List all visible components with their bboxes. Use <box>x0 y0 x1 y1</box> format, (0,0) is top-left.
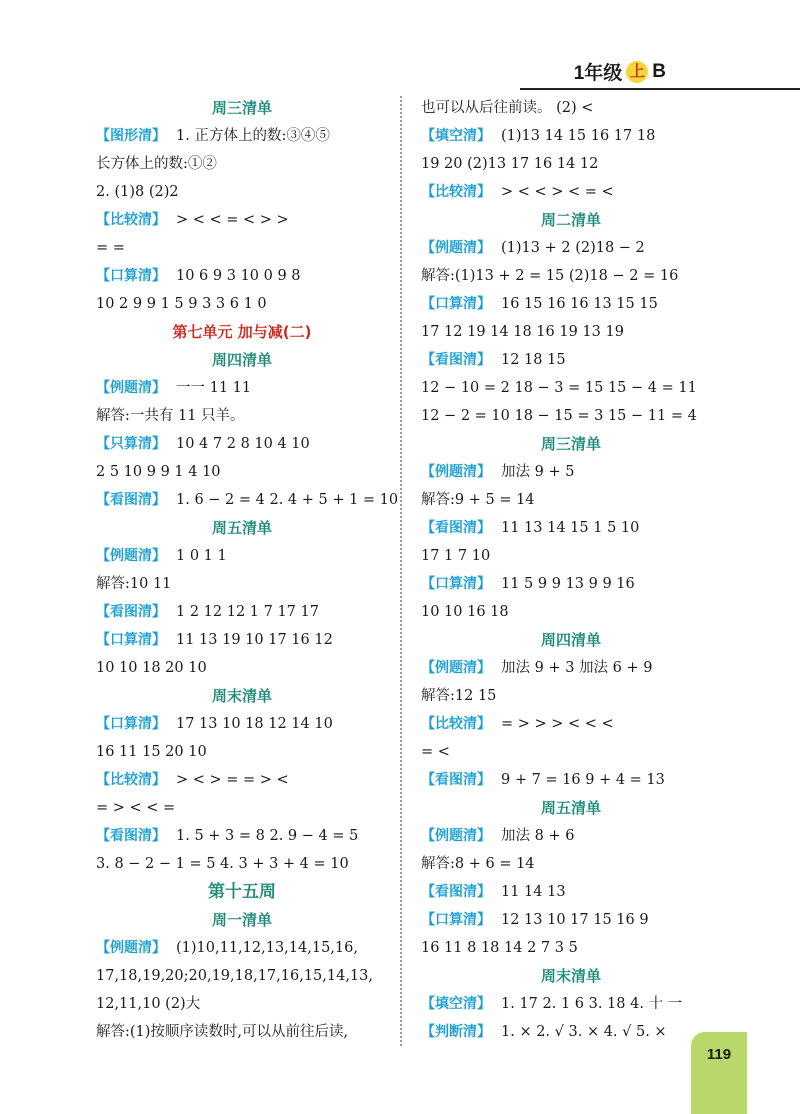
answer-line <box>421 178 721 206</box>
answer-tag: 【判断清】 <box>421 1024 491 1040</box>
answer-text: 12 − 2 = 10 18 − 15 = 3 15 − 11 = 4 <box>421 408 697 424</box>
answer-line <box>421 934 721 962</box>
answer-tag: 【填空清】 <box>421 128 491 144</box>
answer-tag: 【看图清】 <box>96 492 166 508</box>
answer-line <box>421 374 721 402</box>
answer-line <box>421 262 721 290</box>
answer-text: 12 13 10 17 15 16 9 <box>501 912 649 928</box>
answer-line <box>96 486 399 514</box>
answer-line <box>421 122 721 150</box>
answer-line <box>421 570 721 598</box>
answer-line <box>421 654 721 682</box>
answer-tag: 【图形清】 <box>96 128 166 144</box>
answer-text: 解答:8 + 6 = 14 <box>421 856 535 872</box>
answer-line <box>96 850 388 878</box>
answer-line <box>421 290 721 318</box>
answer-tag: 【看图清】 <box>421 520 491 536</box>
answer-text: 加法 9 + 5 <box>501 464 575 480</box>
answer-line <box>96 598 388 626</box>
answer-tag: 【例题清】 <box>421 464 491 480</box>
answer-text: 1. × 2. √ 3. × 4. √ 5. × <box>501 1024 667 1040</box>
answer-text: 16 11 8 18 14 2 7 3 5 <box>421 940 578 956</box>
section-title: 周三清单 <box>211 99 272 117</box>
answer-line <box>96 178 388 206</box>
answer-line <box>96 710 388 738</box>
answer-tag: 【例题清】 <box>96 940 166 956</box>
answer-line <box>421 738 721 766</box>
answer-tag: 【填空清】 <box>421 996 491 1012</box>
answer-text: 1. 5 + 3 = 8 2. 9 − 4 = 5 <box>176 828 359 844</box>
answer-line <box>421 906 721 934</box>
answer-text: 1. 正方体上的数:③④⑤ <box>176 128 330 144</box>
answer-tag: 【口算清】 <box>421 576 491 592</box>
edition-label: B <box>652 60 666 82</box>
answer-text: 解答:9 + 5 = 14 <box>421 492 535 508</box>
answer-text: 解答:10 11 <box>96 576 172 592</box>
section-title: 第七单元 加与减(二) <box>172 323 312 341</box>
answer-tag: 【看图清】 <box>421 352 491 368</box>
answer-text: 解答:12 15 <box>421 688 497 704</box>
answer-tag: 【比较清】 <box>421 716 491 732</box>
answer-line <box>421 458 721 486</box>
answer-line <box>421 514 721 542</box>
answer-tag: 【比较清】 <box>96 212 166 228</box>
answer-text: > < < = < > > <box>176 212 289 228</box>
answer-text: 12,11,10 (2)大 <box>96 996 201 1012</box>
answer-line <box>96 1018 388 1046</box>
answer-text: 1. 6 − 2 = 4 2. 4 + 5 + 1 = 10 <box>176 492 399 508</box>
page-number: 119 <box>691 1032 747 1114</box>
answer-text: 10 10 16 18 <box>421 604 509 620</box>
answer-line <box>96 430 388 458</box>
answer-text: 加法 8 + 6 <box>501 828 575 844</box>
answer-text: 3. 8 − 2 − 1 = 5 4. 3 + 3 + 4 = 10 <box>96 856 349 872</box>
answer-tag: 【比较清】 <box>421 184 491 200</box>
section-title: 周四清单 <box>211 351 272 369</box>
answer-line <box>96 402 388 430</box>
answer-line <box>421 878 721 906</box>
answer-line <box>96 738 388 766</box>
answer-line <box>96 626 388 654</box>
answer-text: 10 4 7 2 8 10 4 10 <box>176 436 310 452</box>
section-title: 周末清单 <box>211 687 272 705</box>
answer-line <box>96 990 388 1018</box>
answer-text: 11 5 9 9 13 9 9 16 <box>501 576 635 592</box>
section-title: 周二清单 <box>540 211 601 229</box>
answer-text: 17,18,19,20;20,19,18,17,16,15,14,13, <box>96 968 373 984</box>
answer-text: 1 2 12 12 1 7 17 17 <box>176 604 319 620</box>
answer-line <box>96 934 388 962</box>
answer-text: 10 6 9 3 10 0 9 8 <box>176 268 301 284</box>
answer-text: 11 13 19 10 17 16 12 <box>176 632 333 648</box>
answer-line <box>421 402 721 430</box>
answer-text: (1)13 + 2 (2)18 − 2 <box>501 240 645 256</box>
answer-line <box>421 486 721 514</box>
answer-line <box>421 822 721 850</box>
answer-tag: 【口算清】 <box>421 296 491 312</box>
answer-text: 长方体上的数:①② <box>96 156 217 172</box>
answer-text: 2 5 10 9 9 1 4 10 <box>96 464 221 480</box>
answer-line <box>421 710 721 738</box>
answer-line <box>421 150 721 178</box>
answer-tag: 【口算清】 <box>96 268 166 284</box>
answer-line <box>96 150 388 178</box>
answer-text: = < <box>421 744 450 760</box>
answer-line <box>421 598 721 626</box>
answer-line <box>96 654 388 682</box>
section-title: 周三清单 <box>540 435 601 453</box>
answer-tag: 【只算清】 <box>96 436 166 452</box>
answer-text: 16 15 16 16 13 15 15 <box>501 296 658 312</box>
answer-line <box>96 570 388 598</box>
answer-line <box>96 794 388 822</box>
answer-text: 19 20 (2)13 17 16 14 12 <box>421 156 599 172</box>
answer-tag: 【例题清】 <box>421 828 491 844</box>
answer-line <box>421 990 721 1018</box>
answer-line <box>421 346 721 374</box>
answer-text: 9 + 7 = 16 9 + 4 = 13 <box>501 772 665 788</box>
answer-line <box>96 206 388 234</box>
answer-tag: 【看图清】 <box>96 604 166 620</box>
answer-tag: 【例题清】 <box>421 660 491 676</box>
section-title: 周一清单 <box>211 911 272 929</box>
answer-line <box>421 1018 721 1046</box>
answer-line <box>421 682 721 710</box>
left-column <box>96 94 399 1046</box>
answer-text: 解答:(1)13 + 2 = 15 (2)18 − 2 = 16 <box>421 268 679 284</box>
answer-text: 17 13 10 18 12 14 10 <box>176 716 333 732</box>
answer-line <box>421 850 721 878</box>
answer-line <box>421 234 721 262</box>
answer-text: > < < > < = < <box>501 184 614 200</box>
answer-text: 17 1 7 10 <box>421 548 491 564</box>
answer-text: 17 12 19 14 18 16 19 13 19 <box>421 324 624 340</box>
answer-tag: 【例题清】 <box>421 240 491 256</box>
answer-text: > < > = = > < <box>176 772 289 788</box>
answer-line <box>96 262 388 290</box>
term-badge: 上 <box>626 61 648 83</box>
answer-text: 16 11 15 20 10 <box>96 744 207 760</box>
answer-tag: 【看图清】 <box>421 772 491 788</box>
answer-text: 12 − 10 = 2 18 − 3 = 15 15 − 4 = 11 <box>421 380 697 396</box>
section-title: 周五清单 <box>211 519 272 537</box>
answer-tag: 【例题清】 <box>96 548 166 564</box>
answer-line <box>96 234 388 262</box>
section-title: 周五清单 <box>540 799 601 817</box>
page-header <box>574 58 666 85</box>
answer-text: 解答:一共有 11 只羊。 <box>96 408 245 424</box>
answer-line <box>96 542 388 570</box>
answer-tag: 【例题清】 <box>96 380 166 396</box>
answer-text: 2. (1)8 (2)2 <box>96 184 179 200</box>
answer-line <box>96 290 388 318</box>
answer-text: = = <box>96 240 125 256</box>
answer-text: = > < < = <box>96 800 176 816</box>
answer-line <box>96 374 388 402</box>
answer-line <box>421 94 721 122</box>
section-title: 第十五周 <box>208 882 276 902</box>
answer-text: 10 10 18 20 10 <box>96 660 207 676</box>
section-title: 周四清单 <box>540 631 601 649</box>
answer-line <box>96 822 388 850</box>
answer-line <box>421 542 721 570</box>
answer-line <box>96 766 388 794</box>
answer-line <box>421 318 721 346</box>
answer-tag: 【看图清】 <box>421 884 491 900</box>
header-rule <box>520 88 800 90</box>
answer-tag: 【口算清】 <box>96 632 166 648</box>
column-divider <box>400 96 402 1046</box>
answer-line <box>421 766 721 794</box>
answer-tag: 【比较清】 <box>96 772 166 788</box>
answer-tag: 【口算清】 <box>421 912 491 928</box>
answer-line <box>96 122 388 150</box>
right-column <box>421 94 721 1046</box>
answer-text: 加法 9 + 3 加法 6 + 9 <box>501 660 653 676</box>
answer-text: 10 2 9 9 1 5 9 3 3 6 1 0 <box>96 296 267 312</box>
answer-line <box>96 458 388 486</box>
answer-text: 1. 17 2. 1 6 3. 18 4. 十 一 <box>501 996 683 1012</box>
answer-text: 解答:(1)按顺序读数时,可以从前往后读, <box>96 1024 349 1040</box>
grade-label: 1年级 <box>573 63 623 84</box>
answer-text: 11 13 14 15 1 5 10 <box>501 520 640 536</box>
answer-text: 11 14 13 <box>501 884 566 900</box>
section-title: 周末清单 <box>540 967 601 985</box>
answer-text: 1 0 1 1 <box>176 548 227 564</box>
answer-tag: 【口算清】 <box>96 716 166 732</box>
answer-text: 一一 11 11 <box>176 380 252 396</box>
answer-text: (1)10,11,12,13,14,15,16, <box>176 940 358 956</box>
answer-line <box>96 962 388 990</box>
answer-text: = > > > < < < <box>501 716 614 732</box>
answer-tag: 【看图清】 <box>96 828 166 844</box>
answer-text: 12 18 15 <box>501 352 566 368</box>
answer-text: (1)13 14 15 16 17 18 <box>501 128 656 144</box>
answer-text: 也可以从后往前读。 (2) < <box>421 100 594 116</box>
